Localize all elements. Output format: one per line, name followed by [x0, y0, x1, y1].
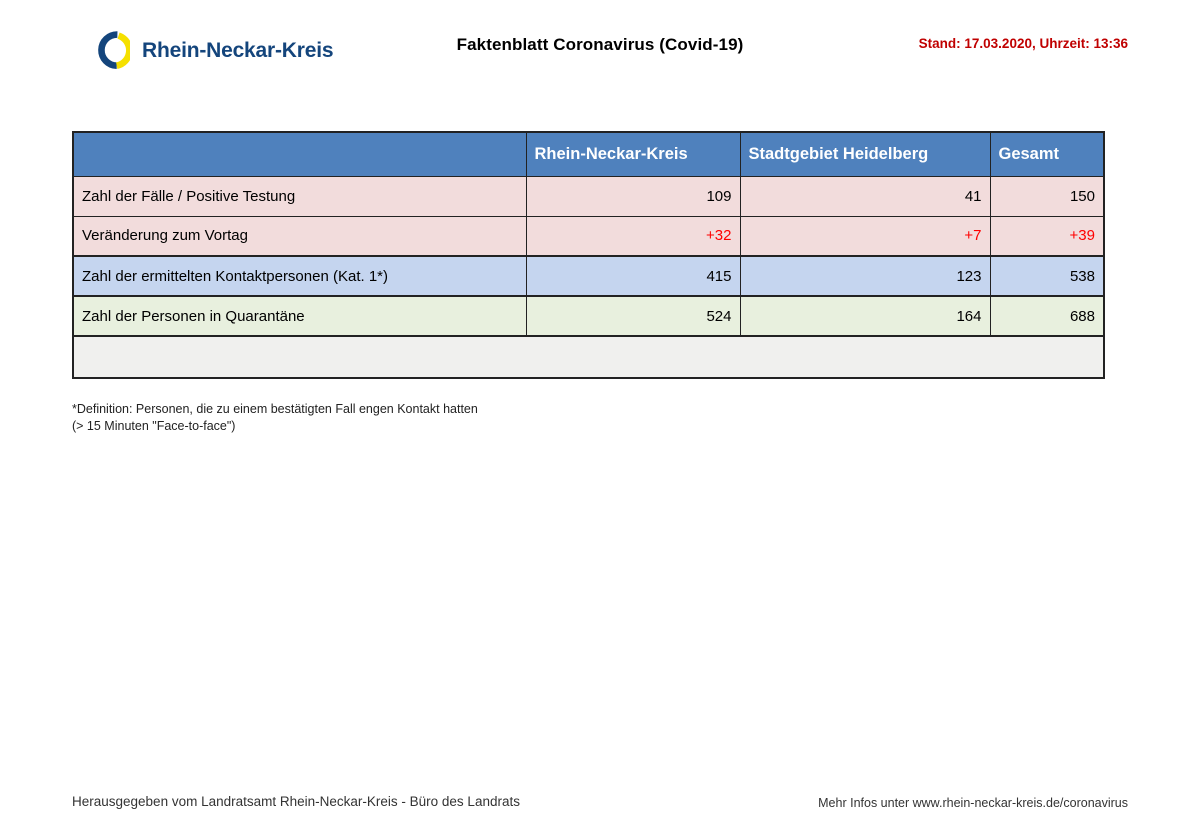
- cell-contacts-hd: 123: [740, 256, 990, 296]
- page-footer: [0, 794, 1200, 816]
- row-label-quarantine: Zahl der Personen in Quarantäne: [73, 296, 526, 336]
- facts-table-container: [72, 131, 1103, 379]
- footnote-line-1: *Definition: Personen, die zu einem bestätigten Fall engen Kontakt hatten: [72, 402, 478, 416]
- cell-quarantine-rnk: 524: [526, 296, 740, 336]
- page-header: [0, 0, 1200, 100]
- footer-more-info: Mehr Infos unter www.rhein-neckar-kreis.de/coronavirus: [818, 796, 1128, 810]
- cell-quarantine-total: 688: [990, 296, 1104, 336]
- table-body: [73, 176, 1104, 378]
- cell-contacts-rnk: 415: [526, 256, 740, 296]
- column-header-rhein-neckar-kreis: Rhein-Neckar-Kreis: [526, 132, 740, 176]
- cell-contacts-total: 538: [990, 256, 1104, 296]
- facts-table: [72, 131, 1105, 379]
- cell-quarantine-hd: 164: [740, 296, 990, 336]
- row-label-contacts: Zahl der ermittelten Kontaktpersonen (Kat. 1*): [73, 256, 526, 296]
- table-header-row: [73, 132, 1104, 176]
- table-row: [73, 176, 1104, 216]
- column-header-label: [73, 132, 526, 176]
- footer-publisher: Herausgegeben vom Landratsamt Rhein-Neckar-Kreis - Büro des Landrats: [72, 794, 520, 809]
- cell-change-rnk: +32: [526, 216, 740, 256]
- table-header: [73, 132, 1104, 176]
- logo-text: Rhein-Neckar-Kreis: [142, 39, 334, 62]
- footnote-line-2: (> 15 Minuten "Face-to-face"): [72, 419, 236, 433]
- cell-cases-total: 150: [990, 176, 1104, 216]
- cell-change-hd: +7: [740, 216, 990, 256]
- page-title: Faktenblatt Coronavirus (Covid-19): [456, 35, 744, 54]
- column-header-stadtgebiet-heidelberg: Stadtgebiet Heidelberg: [740, 132, 990, 176]
- table-row: [73, 216, 1104, 256]
- cell-cases-rnk: 109: [526, 176, 740, 216]
- row-label-change: Veränderung zum Vortag: [73, 216, 526, 256]
- status-timestamp: Stand: 17.03.2020, Uhrzeit: 13:36: [918, 36, 1128, 51]
- column-header-gesamt: Gesamt: [990, 132, 1104, 176]
- table-row-empty: [73, 336, 1104, 378]
- row-label-cases: Zahl der Fälle / Positive Testung: [73, 176, 526, 216]
- cell-change-total: +39: [990, 216, 1104, 256]
- footnote: [72, 401, 478, 435]
- table-row: [73, 256, 1104, 296]
- cell-cases-hd: 41: [740, 176, 990, 216]
- table-row: [73, 296, 1104, 336]
- empty-cell: [73, 336, 1104, 378]
